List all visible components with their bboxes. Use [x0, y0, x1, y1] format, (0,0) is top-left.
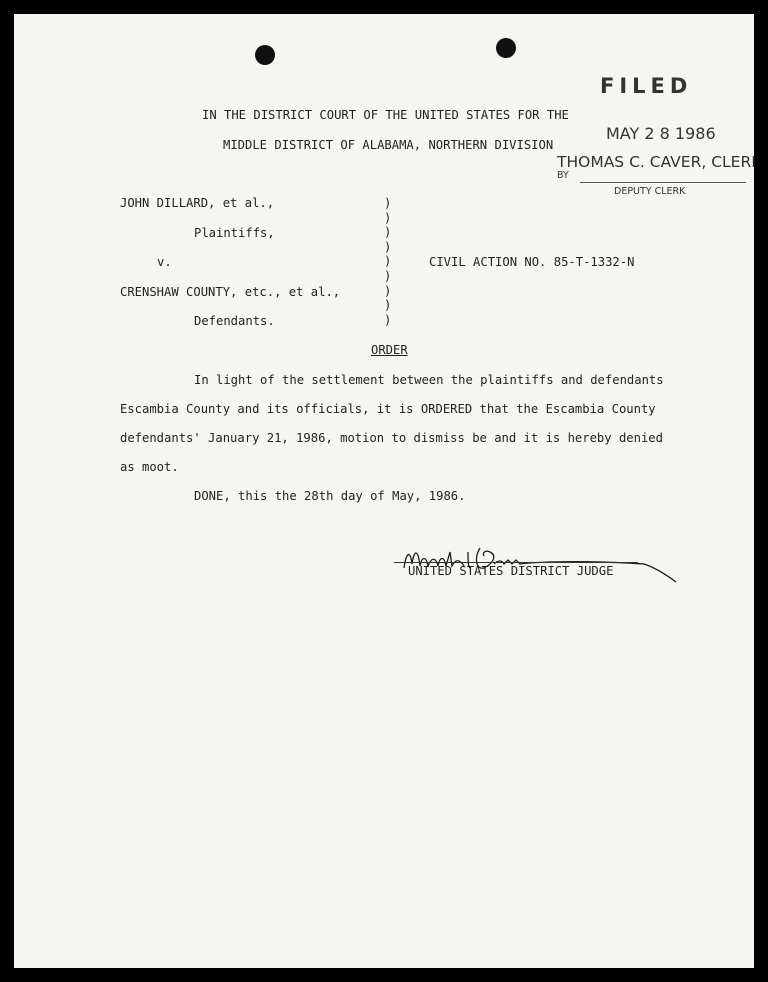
paren: )	[384, 268, 392, 283]
civil-action-number: CIVIL ACTION NO. 85-T-1332-N	[429, 255, 635, 269]
paren: )	[384, 210, 392, 225]
defendant-role: Defendants.	[194, 314, 275, 328]
paren: )	[384, 312, 392, 327]
filed-stamp-by: BY	[557, 170, 569, 181]
court-heading-line2: MIDDLE DISTRICT OF ALABAMA, NORTHERN DIVISION	[223, 138, 554, 152]
document-page	[14, 14, 754, 968]
defendant-name: CRENSHAW COUNTY, etc., et al.,	[120, 285, 341, 299]
filed-stamp-date: MAY 2 8 1986	[606, 124, 716, 143]
judge-signature	[394, 538, 684, 588]
paren: )	[384, 239, 392, 254]
filed-stamp-rule	[580, 182, 746, 183]
paren: )	[384, 298, 392, 313]
paren: )	[384, 254, 392, 269]
order-body-line: defendants' January 21, 1986, motion to dismiss be and it is hereby denied	[120, 431, 663, 445]
paren: )	[384, 225, 392, 240]
caption-parentheses	[384, 196, 391, 327]
done-line: DONE, this the 28th day of May, 1986.	[194, 489, 466, 503]
judge-title: UNITED STATES DISTRICT JUDGE	[408, 564, 614, 578]
order-body-line: In light of the settlement between the plaintiffs and defendants	[194, 373, 664, 387]
court-heading-line1: IN THE DISTRICT COURT OF THE UNITED STATES FOR THE	[202, 108, 569, 122]
punch-hole-left	[255, 45, 275, 65]
plaintiff-role: Plaintiffs,	[194, 226, 275, 240]
plaintiff-name: JOHN DILLARD, et al.,	[120, 196, 275, 210]
paren: )	[384, 283, 392, 298]
order-heading: ORDER	[371, 343, 408, 357]
order-body-line: as moot.	[120, 460, 179, 474]
order-body-line: Escambia County and its officials, it is ORDERED that the Escambia County	[120, 402, 656, 416]
filed-stamp-clerk: THOMAS C. CAVER, CLERI	[557, 153, 756, 171]
versus-label: v.	[157, 255, 172, 269]
filed-stamp-label: FILED	[600, 74, 693, 98]
paren: )	[384, 196, 392, 210]
filed-stamp-deputy: DEPUTY CLERK	[614, 186, 686, 197]
punch-hole-right	[496, 38, 516, 58]
signature-rule	[394, 562, 638, 563]
